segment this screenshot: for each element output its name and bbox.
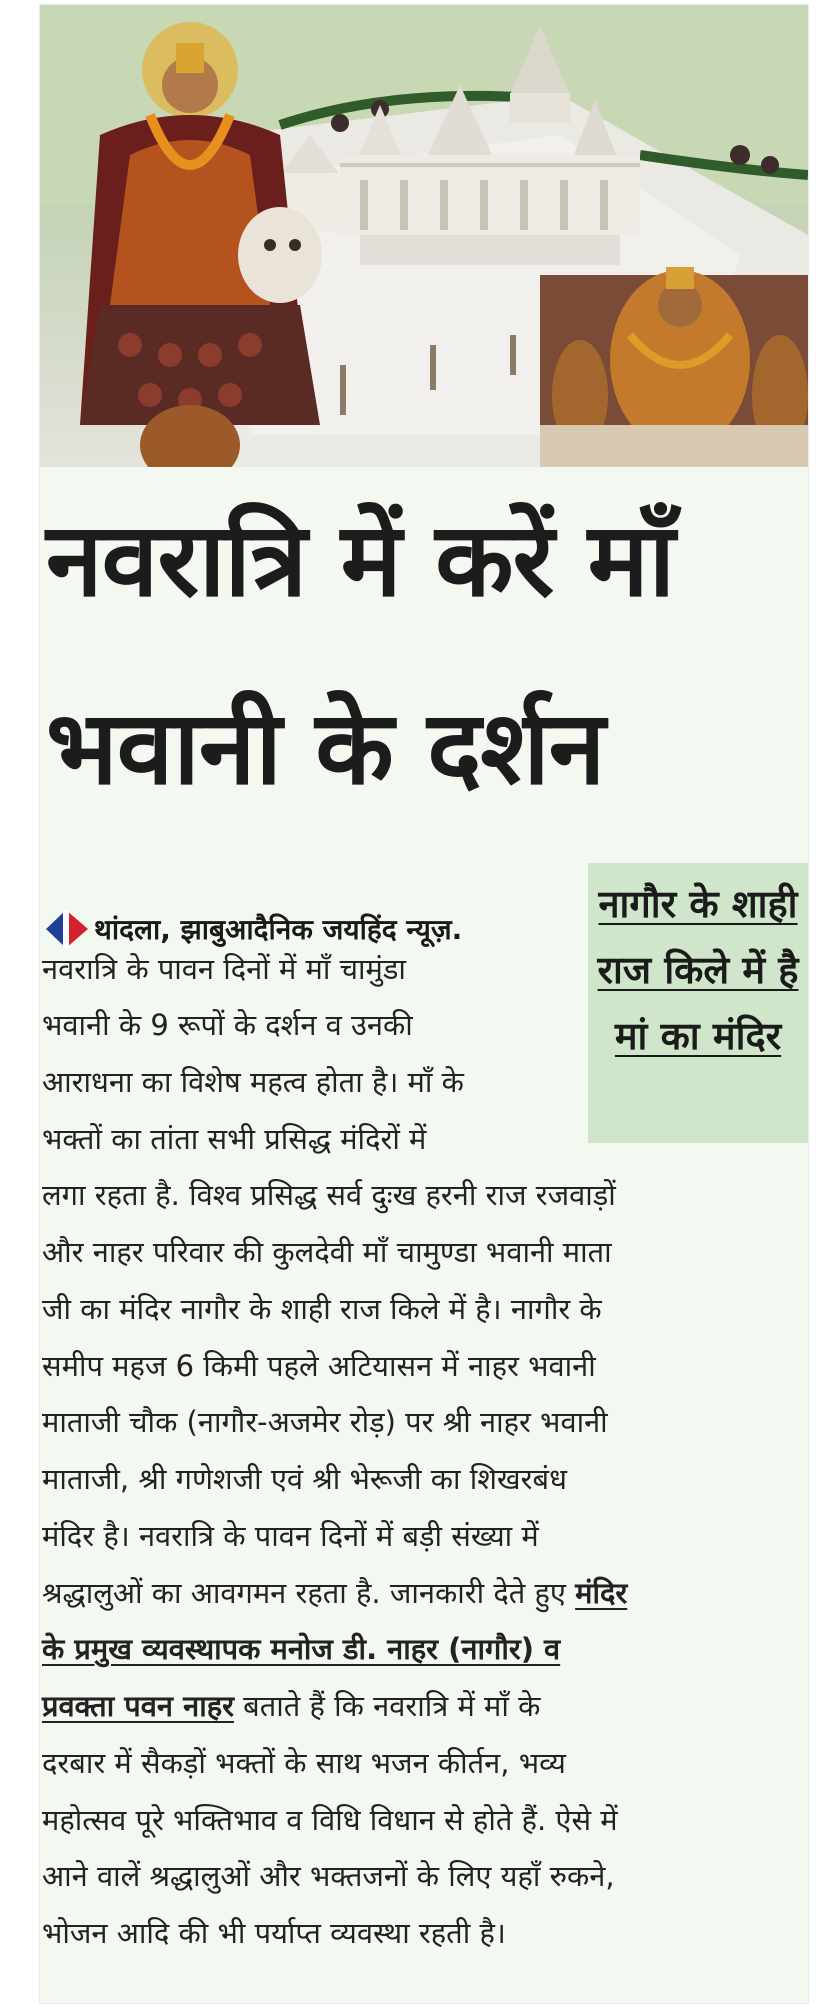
body-line: भोजन आदि की भी पर्याप्त व्यवस्था रहती है।: [42, 1916, 506, 1950]
dateline-text: थांदला, झाबुआदैनिक जयहिंद न्यूज़.: [94, 913, 463, 946]
body-line: श्रद्धालुओं का आवगमन रहता है. जानकारी देते हुए मंदिर: [42, 1576, 628, 1610]
headline: नवरात्रि में करें माँ भवानी के दर्शन: [46, 501, 675, 808]
highlighted-name: मंदिर: [575, 1576, 628, 1610]
body-line: आराधना का विशेष महत्व होता है। माँ के: [42, 1065, 464, 1099]
side-highlight-text: नागौर के शाही राज किले में है मां का मंदिर: [597, 882, 799, 1058]
body-line: प्रवक्ता पवन नाहर बताते हैं कि नवरात्रि में माँ के: [42, 1689, 541, 1723]
body-line: [42, 1629, 560, 1669]
body-line: माताजी चौक (नागौर-अजमेर रोड़) पर श्री नाहर भवानी: [42, 1405, 608, 1439]
body-line: लगा रहता है. विश्व प्रसिद्ध सर्व दुःख हरनी राज रजवाड़ों: [42, 1178, 616, 1212]
body-line: और नाहर परिवार की कुलदेवी माँ चामुण्डा भवानी माता: [42, 1235, 612, 1269]
body-line: भवानी के 9 रूपों के दर्शन व उनकी: [42, 1008, 413, 1042]
dateline: [44, 905, 584, 953]
body-line: समीप महज 6 किमी पहले अटियासन में नाहर भवानी: [42, 1349, 596, 1383]
body-line: भक्तों का तांता सभी प्रसिद्ध मंदिरों में: [42, 1122, 427, 1156]
temple-photo-collage: [40, 5, 808, 467]
article-page: [40, 5, 808, 2003]
temple-illustration: [40, 5, 808, 467]
body-line: मंदिर है। नवरात्रि के पावन दिनों में बड़ी संख्या में: [42, 1519, 539, 1553]
body-line: आने वालें श्रद्धालुओं और भक्तजनों के लिए यहाँ रुकने,: [42, 1859, 615, 1893]
flag-icon: [44, 908, 90, 950]
body-line: महोत्सव पूरे भक्तिभाव व विधि विधान से होते हैं. ऐसे में: [42, 1803, 618, 1837]
body-line: माताजी, श्री गणेशजी एवं श्री भेरूजी का शिखरबंध: [42, 1462, 567, 1496]
highlighted-name: प्रवक्ता पवन नाहर: [42, 1689, 234, 1723]
body-line: दरबार में सैकड़ों भक्तों के साथ भजन कीर्तन, भव्य: [42, 1746, 566, 1780]
side-highlight-box: [588, 863, 808, 1143]
highlighted-name: के प्रमुख व्यवस्थापक मनोज डी. नाहर (नागौर) व: [42, 1632, 561, 1666]
body-line: नवरात्रि के पावन दिनों में माँ चामुंडा: [42, 952, 406, 986]
body-line: जी का मंदिर नागौर के शाही राज किले में है। नागौर के: [42, 1292, 602, 1326]
